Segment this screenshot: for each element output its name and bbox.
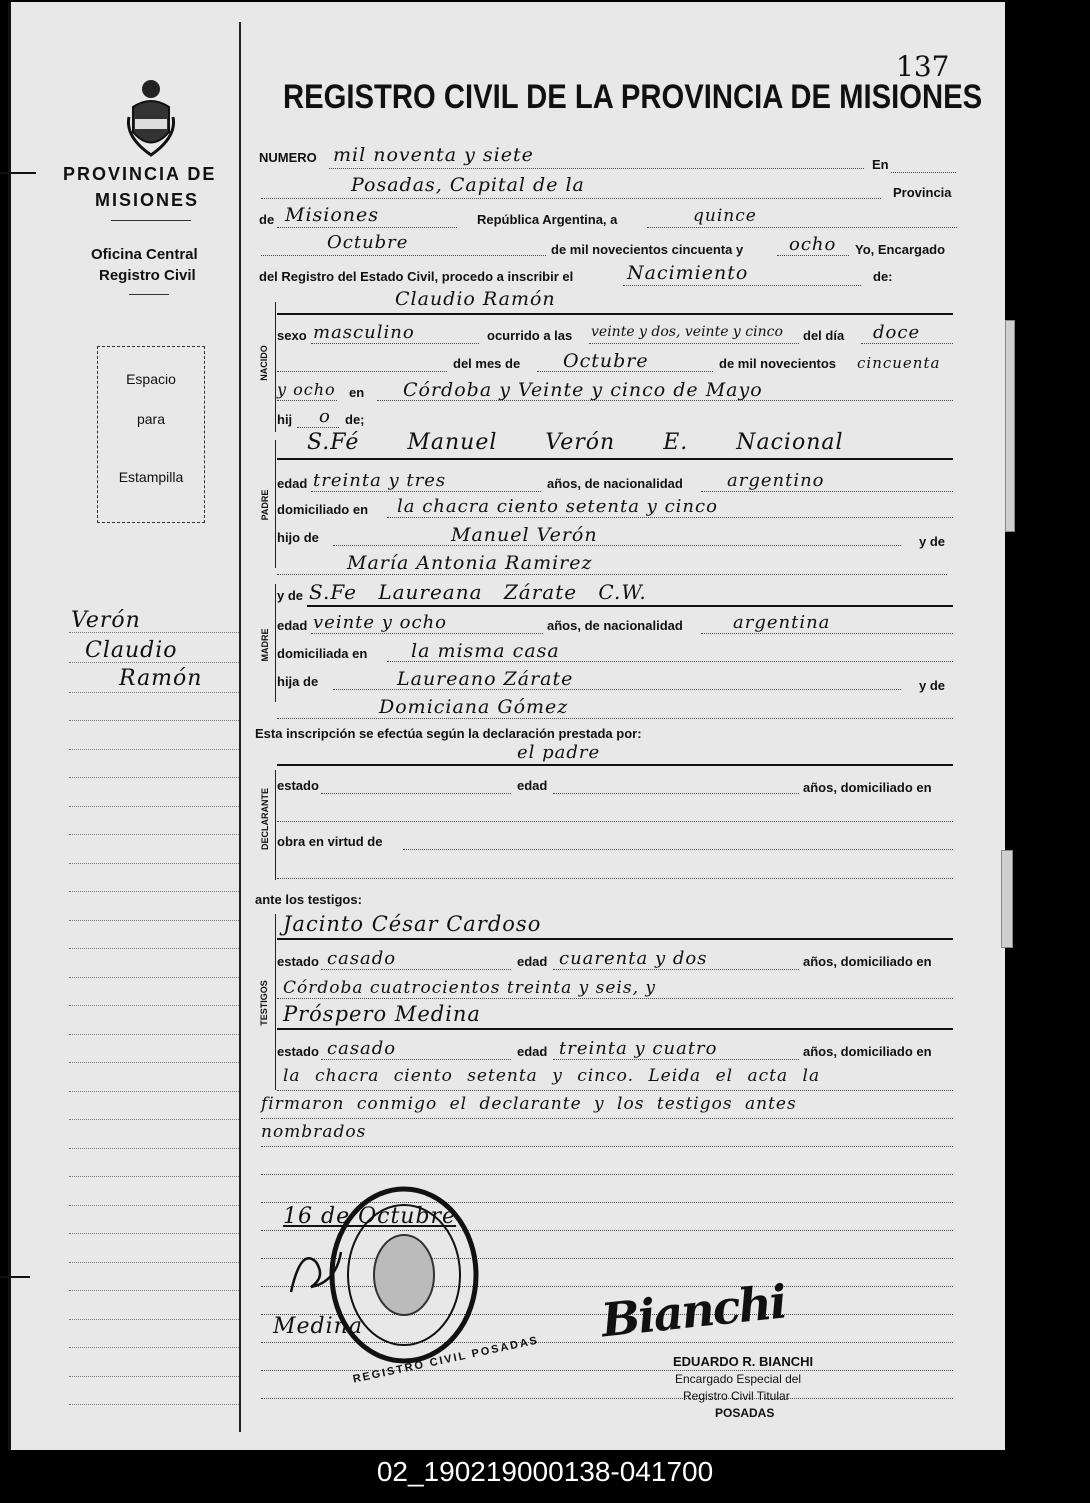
madre-hija-label: hija de — [277, 674, 319, 689]
margin-line — [69, 1233, 239, 1234]
declarante-obra-label: obra en virtud de — [277, 834, 383, 849]
column-divider — [239, 22, 241, 1432]
testigo2-anos-label: años, domiciliado en — [803, 1044, 932, 1059]
field-line — [553, 793, 799, 794]
madre-yde2-label: y de — [919, 678, 946, 693]
page-tab — [1001, 850, 1013, 948]
testigo2-estado-value: casado — [327, 1038, 397, 1059]
declaracion-intro: Esta inscripción se efectúa según la declaración prestada por: — [255, 726, 642, 741]
testigo1-edad-label: edad — [517, 954, 548, 969]
field-line — [261, 1146, 953, 1147]
page-number: 137 — [896, 50, 950, 83]
field-line — [387, 517, 953, 518]
madre-mother-value: Domiciana Gómez — [379, 696, 569, 718]
madre-domicilio-value: la misma casa — [411, 640, 560, 662]
margin-line — [69, 749, 239, 750]
field-line — [277, 313, 953, 315]
field-line — [277, 878, 953, 879]
testigos-section-label: TESTIGOS — [259, 980, 269, 1026]
numero-value: mil noventa y siete — [333, 144, 534, 166]
republica-label: República Argentina, a — [477, 212, 618, 227]
declarante-edad-label: edad — [517, 778, 548, 793]
testigo2-domicilio-value: la chacra ciento setenta y cinco. Leida el acta la — [283, 1066, 821, 1086]
mil-label: de mil novecientos — [719, 356, 837, 371]
hij-value: o — [319, 406, 331, 427]
day-value: quince — [693, 206, 757, 226]
act-value: Nacimiento — [627, 262, 749, 284]
margin-line — [69, 806, 239, 807]
scan-id: 02_190219000138-041700 — [376, 1456, 714, 1487]
field-line — [777, 255, 849, 256]
declarante-anos-label: años, domiciliado en — [803, 780, 932, 795]
testigo1-anos-label: años, domiciliado en — [803, 954, 932, 969]
seal-text: REGISTRO CIVIL POSADAS — [351, 1334, 541, 1386]
testigo2-name: Próspero Medina — [283, 1002, 481, 1026]
padre-edad-value: treinta y tres — [313, 470, 447, 491]
margin-line — [69, 948, 239, 949]
stamp-box-line3: Estampilla — [118, 469, 184, 485]
padre-mother-value: María Antonia Ramirez — [347, 552, 593, 574]
field-line — [261, 1118, 953, 1119]
testigo1-edad-value: cuarenta y dos — [559, 948, 708, 969]
madre-nacionalidad-label: años, de nacionalidad — [547, 618, 683, 633]
testigo1-domicilio-value: Córdoba cuatrocientos treinta y seis, y — [283, 978, 657, 998]
closing-line-2: nombrados — [261, 1122, 367, 1142]
official-title-2: Registro Civil Titular — [683, 1389, 790, 1403]
margin-line — [69, 1347, 239, 1348]
field-line — [261, 255, 546, 256]
margin-line — [69, 920, 239, 921]
province-label-1: PROVINCIA DE — [63, 164, 217, 184]
margin-note-name-2: Ramón — [119, 666, 203, 691]
margin-line — [69, 662, 239, 663]
field-line — [277, 400, 337, 401]
mes-label: del mes de — [453, 356, 521, 371]
field-line — [277, 1090, 953, 1091]
field-line — [329, 168, 864, 169]
field-line — [701, 491, 953, 492]
margin-line — [69, 1091, 239, 1092]
field-line — [277, 574, 947, 575]
sexo-label: sexo — [277, 328, 307, 343]
testigo2-edad-value: treinta y cuatro — [559, 1038, 718, 1059]
stamp-box — [97, 346, 205, 523]
office-label-1: Oficina Central — [91, 246, 198, 263]
stamp-box-line1: Espacio — [126, 371, 176, 387]
nacido-year-value-1: cincuenta — [857, 354, 941, 372]
madre-yde-label: y de — [277, 588, 304, 603]
document-title: REGISTRO CIVIL DE LA PROVINCIA DE MISIONES — [283, 78, 983, 116]
padre-nacionalidad-label: años, de nacionalidad — [547, 476, 683, 491]
signature-3: Medina — [273, 1314, 363, 1339]
province-label-2: MISIONES — [95, 190, 200, 210]
margin-note-surname: Verón — [71, 608, 141, 633]
margin-line — [69, 1404, 239, 1405]
field-line — [311, 343, 479, 344]
field-line — [277, 371, 447, 372]
yo-label: Yo, Encargado — [855, 242, 946, 257]
field-line — [261, 1398, 953, 1399]
year-text-label: de mil novecientos cincuenta y — [551, 242, 744, 257]
office-label-2: Registro Civil — [99, 267, 196, 284]
field-line — [311, 491, 541, 492]
official-name: EDUARDO R. BIANCHI — [673, 1354, 814, 1369]
margin-line — [69, 834, 239, 835]
field-line — [311, 633, 543, 634]
margin-line — [69, 720, 239, 721]
margin-line — [69, 777, 239, 778]
margin-line — [69, 1148, 239, 1149]
field-line — [537, 371, 713, 372]
document-page — [8, 2, 1005, 1450]
field-line — [333, 689, 901, 690]
field-line — [277, 998, 953, 999]
margin-line — [69, 1005, 239, 1006]
month-value: Octubre — [327, 232, 409, 253]
field-line — [861, 343, 953, 344]
padre-hijo-label: hijo de — [277, 530, 319, 545]
margin-line — [69, 1290, 239, 1291]
margin-line — [69, 1205, 239, 1206]
registro-label: del Registro del Estado Civil, procedo a inscribir el — [259, 269, 574, 284]
madre-name: S.Fe Laureana Zárate C.W. — [309, 580, 647, 604]
margin-line — [69, 1262, 239, 1263]
field-line — [277, 1028, 953, 1030]
stamp-box-line2: para — [136, 411, 166, 427]
official-signature: Bianchi — [598, 1274, 788, 1348]
padre-section-label: PADRE — [260, 489, 270, 521]
margin-line — [69, 1062, 239, 1063]
footer-bar — [0, 1450, 1090, 1503]
closing-line-1: firmaron conmigo el declarante y los testigos antes — [261, 1094, 797, 1114]
page-tab — [1005, 320, 1015, 532]
field-line — [377, 400, 953, 401]
nacido-place-value: Córdoba y Veinte y cinco de Mayo — [403, 379, 763, 401]
provincia-label: Provincia — [893, 185, 952, 200]
madre-hija-value: Laureano Zárate — [397, 668, 574, 690]
hij-label: hij — [277, 412, 293, 427]
margin-line — [69, 1119, 239, 1120]
official-title-1: Encargado Especial del — [675, 1372, 802, 1386]
madre-section-label: MADRE — [260, 628, 270, 662]
field-line — [647, 227, 957, 228]
margin-line — [69, 632, 239, 633]
margin-note-name-1: Claudio — [85, 638, 178, 663]
padre-edad-label: edad — [277, 476, 308, 491]
field-line — [307, 605, 953, 607]
margin-line — [69, 1034, 239, 1035]
nacido-en-label: en — [349, 385, 365, 400]
coat-of-arms-icon — [123, 77, 179, 159]
ocurrido-label: ocurrido a las — [487, 328, 573, 343]
en-label: En — [872, 157, 889, 172]
place-value: Posadas, Capital de la — [351, 174, 585, 196]
field-line — [277, 718, 953, 719]
padre-name: S.Fé Manuel Verón E. Nacional — [307, 430, 844, 455]
del-dia-label: del día — [803, 328, 845, 343]
field-line — [891, 172, 956, 173]
field-line — [277, 227, 457, 228]
margin-line — [69, 977, 239, 978]
divider — [129, 294, 169, 295]
margin-line — [69, 1376, 239, 1377]
margin-line — [69, 891, 239, 892]
padre-domicilio-value: la chacra ciento setenta y cinco — [397, 496, 718, 517]
testigo1-name: Jacinto César Cardoso — [283, 912, 542, 936]
field-line — [589, 343, 799, 344]
field-line — [277, 764, 953, 766]
nacido-day-value: doce — [873, 322, 921, 343]
official-city: POSADAS — [715, 1406, 775, 1420]
margin-line — [69, 863, 239, 864]
act-de-label: de: — [873, 269, 893, 284]
field-line — [623, 285, 861, 286]
de-label: de — [259, 212, 275, 227]
field-line — [297, 427, 339, 428]
field-line — [701, 633, 953, 634]
nacido-month-value: Octubre — [563, 350, 649, 372]
field-line — [321, 969, 511, 970]
field-line — [333, 545, 901, 546]
nacido-year-value-2: y ocho — [277, 380, 336, 399]
margin-line — [69, 692, 239, 693]
padre-domicilio-label: domiciliado en — [277, 502, 369, 517]
official-seal-icon — [323, 1182, 485, 1368]
declarante-estado-label: estado — [277, 778, 319, 793]
padre-yde-label: y de — [919, 534, 946, 549]
field-line — [403, 849, 953, 850]
madre-edad-value: veinte y ocho — [313, 612, 448, 633]
signature-1: 16 de Octubre — [283, 1204, 457, 1229]
binding-mark — [0, 172, 36, 174]
sexo-value: masculino — [313, 322, 415, 343]
padre-hijo-value: Manuel Verón — [451, 524, 598, 546]
nacido-section-label: NACIDO — [259, 345, 269, 381]
testigo1-estado-value: casado — [327, 948, 397, 969]
numero-label: NUMERO — [259, 150, 317, 165]
field-line — [261, 1174, 953, 1175]
nacido-name: Claudio Ramón — [395, 288, 556, 310]
madre-nacionalidad-value: argentina — [733, 612, 831, 633]
madre-domicilio-label: domiciliada en — [277, 646, 368, 661]
field-line — [553, 969, 799, 970]
binding-mark — [0, 1276, 30, 1278]
testigos-intro: ante los testigos: — [255, 892, 362, 907]
field-line — [277, 458, 953, 460]
field-line — [261, 198, 881, 199]
field-line — [553, 1059, 799, 1060]
hour-value: veinte y dos, veinte y cinco — [591, 324, 783, 340]
testigo2-edad-label: edad — [517, 1044, 548, 1059]
margin-line — [69, 1176, 239, 1177]
province-value: Misiones — [285, 204, 380, 226]
field-line — [387, 661, 953, 662]
testigo1-estado-label: estado — [277, 954, 319, 969]
year-value: ocho — [789, 234, 837, 255]
padre-nacionalidad-value: argentino — [727, 470, 825, 491]
field-line — [277, 938, 953, 940]
field-line — [321, 793, 511, 794]
declarante-section-label: DECLARANTE — [260, 788, 270, 850]
field-line — [321, 1059, 511, 1060]
margin-line — [69, 1319, 239, 1320]
field-line — [277, 821, 953, 822]
divider — [111, 220, 191, 221]
declaracion-value: el padre — [517, 742, 601, 763]
madre-edad-label: edad — [277, 618, 308, 633]
testigo2-estado-label: estado — [277, 1044, 319, 1059]
nacido-de-label: de; — [345, 412, 365, 427]
